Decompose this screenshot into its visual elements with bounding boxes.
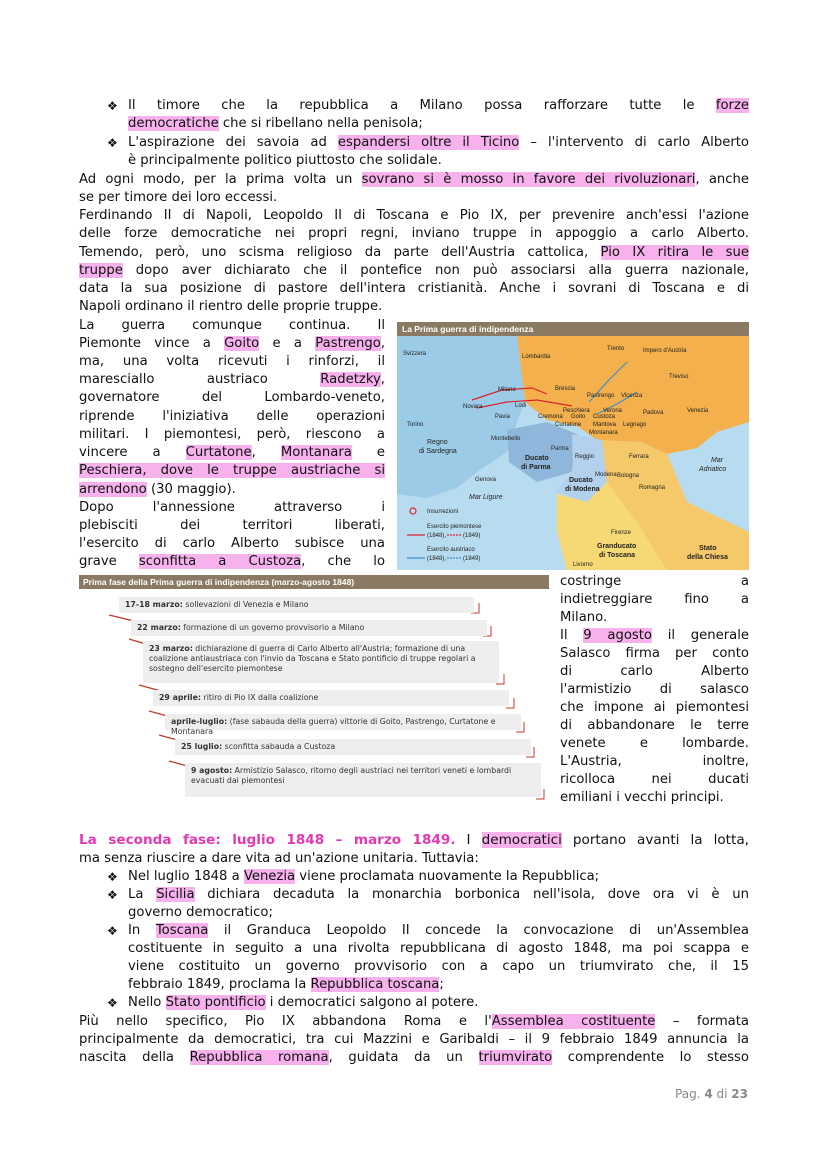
text-line: Temendo, però, uno scisma religioso da parte dell'Austria cattolica, Pio IX ritira le sue — [79, 245, 749, 260]
map-label: Impero d'Austria — [643, 348, 687, 354]
map-label: Svizzera — [403, 351, 427, 357]
text-line: L'aspirazione dei savoia ad espandersi oltre il Ticino – l'intervento di carlo Alberto — [128, 135, 749, 150]
text-line: Ferdinando II di Napoli, Leopoldo II di Toscana e Pio IX, per prevenire anch'essi l'azione — [79, 208, 749, 223]
bullet-icon: ❖ — [107, 99, 118, 113]
text-line: viene costituito un governo provvisorio con a capo un triumvirato che, il 15 — [128, 959, 749, 974]
text-line: venete e lombarde. — [560, 736, 749, 751]
text-line: truppe dopo aver dichiarato che il pontefice non può associarsi alla guerra nazionale, — [79, 263, 749, 278]
text-line: arrendono (30 maggio). — [79, 482, 236, 497]
text-line: Il 9 agosto il generale — [560, 628, 749, 643]
map-label: Stato — [699, 545, 717, 552]
map-label: Bologna — [617, 473, 640, 479]
map-label: Genova — [475, 477, 497, 483]
text-line: che impone ai piemontesi — [560, 700, 749, 715]
timeline-item: 25 luglio: sconfitta sabauda a Custoza — [175, 739, 531, 755]
bullet-icon: ❖ — [107, 888, 118, 902]
text-line: febbraio 1849, proclama la Repubblica toscana; — [128, 977, 444, 992]
map-label: di Parma — [521, 464, 551, 471]
text-line: Dopo l'annessione attraverso i — [79, 500, 385, 515]
text-line: data la sua posizione di pastore dell'intera cristianità. Anche i sovrani di Toscana e di — [79, 281, 749, 296]
timeline-item: 29 aprile: ritiro di Pio IX dalla coalizione — [153, 690, 509, 706]
map-label: Reggio — [575, 454, 595, 460]
legend-label: (1849) — [463, 533, 481, 539]
map-label: della Chiesa — [687, 554, 728, 561]
map-label: Padova — [643, 410, 664, 416]
map-label: Peschiera — [563, 408, 590, 414]
map-label: Regno — [427, 439, 448, 446]
map-prima-guerra — [397, 322, 749, 570]
timeline-box — [79, 575, 549, 810]
page-number: Pag. 4 di 23 — [675, 1087, 748, 1101]
text-line: La seconda fase: luglio 1848 – marzo 1849. I democratici portano avanti la lotta, — [79, 832, 749, 848]
text-line: Più nello specifico, Pio IX abbandona Roma e l'Assemblea costituente – formata — [79, 1014, 749, 1029]
map-label: Pastrengo — [587, 393, 615, 399]
bullet-icon: ❖ — [107, 136, 118, 150]
text-line: Salasco firma per conto — [560, 646, 749, 661]
text-line: Milano. — [560, 610, 608, 625]
text-line: l'armistizio di salasco — [560, 682, 749, 697]
map-label: di Modena — [565, 486, 600, 493]
map-label: Modena — [595, 472, 617, 478]
text-line: grave sconfitta a Custoza, che lo — [79, 554, 385, 569]
text-line: In Toscana il Granduca Leopoldo II concede la convocazione di un'Assemblea — [128, 923, 749, 938]
map-title: La Prima guerra di indipendenza — [402, 324, 534, 334]
text-line: ma, una volta ricevuti i rinforzi, il — [79, 354, 385, 369]
bullet-icon: ❖ — [107, 870, 118, 884]
map-label: Mar — [711, 457, 724, 464]
legend-label: Insurrezioni — [427, 509, 459, 515]
map-label: di Sardegna — [419, 448, 457, 455]
text-line: Nel luglio 1848 a Venezia viene proclamata nuovamente la Repubblica; — [128, 869, 600, 884]
map-label: Ducato — [569, 477, 593, 484]
map-label: Mar Ligure — [469, 494, 503, 501]
map-label: Cremona — [538, 414, 563, 420]
timeline-item: aprile-luglio: (fase sabauda della guerra) vittorie di Goito, Pastrengo, Curtatone e Montanara — [165, 714, 521, 730]
map-label: Lombardia — [522, 354, 551, 360]
section-heading: La seconda fase: luglio 1848 – marzo 1849. — [79, 832, 456, 848]
bullet-icon: ❖ — [107, 996, 118, 1010]
map-label: Goito — [571, 414, 586, 420]
map-label: Treviso — [669, 374, 689, 380]
map-label: Verona — [603, 408, 623, 414]
timeline-item: 9 agosto: Armistizio Salasco, ritorno degli austriaci nei territori veneti e lombardi evacuati dai piemontesi — [185, 763, 541, 797]
text-line: Napoli ordinano il rientro delle proprie truppe. — [79, 299, 383, 314]
map-label: Ferrara — [629, 454, 649, 460]
text-line: vincere a Curtatone, Montanara e — [79, 445, 385, 460]
text-line: se per timore dei loro eccessi. — [79, 190, 278, 205]
text-line: plebisciti dei territori liberati, — [79, 518, 385, 533]
text-line: di carlo Alberto — [560, 664, 749, 679]
text-line: governo democratico; — [128, 905, 273, 920]
legend-label: (1849) — [463, 556, 481, 562]
map-label: Romagna — [639, 485, 666, 491]
text-line: L'Austria, inoltre, — [560, 754, 749, 769]
text-line: ma senza riuscire a dare vita ad un'azione unitaria. Tuttavia: — [79, 851, 479, 866]
map-label: Torino — [407, 422, 424, 428]
text-line: ricolloca nei ducati — [560, 772, 749, 787]
map-label: Parma — [551, 446, 569, 452]
text-line: riprende l'iniziativa delle operazioni — [79, 409, 385, 424]
text-line: nascita della Repubblica romana, guidata da un triumvirato comprendente lo stesso — [79, 1050, 749, 1065]
text-line: Peschiera, dove le truppe austriache si — [79, 463, 385, 478]
text-line: maresciallo austriaco Radetzky, — [79, 372, 385, 387]
map-label: Lodi — [515, 403, 527, 409]
timeline-item: 23 marzo: dichiarazione di guerra di Carlo Alberto all'Austria; formazione di una coalizione antiaustriaca con l'invio da Toscana e Stato pontificio di truppe regolari a sostegno dell'esercito piemontese — [143, 641, 499, 683]
text-line: l'esercito di carlo Alberto subisce una — [79, 536, 385, 551]
text-line: Il timore che la repubblica a Milano possa rafforzare tutte le forze — [128, 98, 749, 113]
legend-label: (1848), — [427, 533, 447, 539]
map-label: Brescia — [555, 386, 576, 392]
map-label: di Toscana — [599, 552, 636, 559]
bullet-icon: ❖ — [107, 924, 118, 938]
map-label: Venezia — [687, 408, 709, 414]
text-line: emiliani i vecchi principi. — [560, 790, 724, 805]
timeline-item: 22 marzo: formazione di un governo provvisorio a Milano — [131, 620, 487, 636]
text-line: indietreggiare fino a — [560, 592, 749, 607]
map-label: Mantova — [593, 422, 617, 428]
text-line: costringe a — [560, 574, 749, 589]
map-label: Novara — [463, 404, 483, 410]
timeline-title: Prima fase della Prima guerra di indipendenza (marzo-agosto 1848) — [79, 575, 549, 589]
map-label: Granducato — [597, 543, 637, 550]
map-label: Trento — [607, 346, 625, 352]
text-line: principalmente da democratici, tra cui Mazzini e Garibaldi – il 9 febbraio 1849 annuncia la — [79, 1032, 749, 1047]
map-label: Livorno — [573, 562, 593, 568]
map-label: Montanara — [589, 430, 618, 436]
text-line: democratiche che si ribellano nella penisola; — [128, 116, 423, 131]
legend-label: Esercito piemontese — [427, 524, 482, 530]
map-label: Vicenza — [621, 393, 643, 399]
map-label: Custoza — [593, 414, 616, 420]
legend-label: (1848), — [427, 556, 447, 562]
map-label: Legnago — [623, 422, 647, 428]
map-label: Milano — [498, 387, 516, 393]
text-line: militari. I piemontesi, però, riescono a — [79, 427, 385, 442]
text-line: è principalmente politico piuttosto che solidale. — [128, 153, 442, 168]
text-line: Ad ogni modo, per la prima volta un sovrano si è mosso in favore dei rivoluzionari, anche — [79, 172, 749, 187]
text-line: La guerra comunque continua. Il — [79, 318, 385, 333]
timeline-item: 17-18 marzo: sollevazioni di Venezia e Milano — [119, 597, 474, 613]
text-line: di abbandonare le terre — [560, 718, 749, 733]
map-label: Firenze — [611, 530, 632, 536]
map-label: Adriatico — [699, 466, 727, 473]
text-line: governatore del Lombardo-veneto, — [79, 390, 385, 405]
text-line: Piemonte vince a Goito e a Pastrengo, — [79, 336, 385, 351]
map-label: Curtatone — [555, 422, 582, 428]
text-line: La Sicilia dichiara decaduta la monarchia borbonica nell'isola, dove ora vi è un — [128, 887, 749, 902]
map-label: Pavia — [495, 414, 511, 420]
text-line: Nello Stato pontificio i democratici salgono al potere. — [128, 995, 479, 1010]
text-line: costituente in seguito a una rivolta repubblicana di agosto 1848, ma poi scappa e — [128, 941, 749, 956]
legend-label: Esercito austriaco — [427, 547, 475, 553]
text-line: delle forze democratiche nei propri regni, inviano truppe in appoggio a carlo Alberto. — [79, 226, 749, 241]
map-label: Ducato — [525, 455, 549, 462]
map-label: Montebello — [491, 436, 521, 442]
